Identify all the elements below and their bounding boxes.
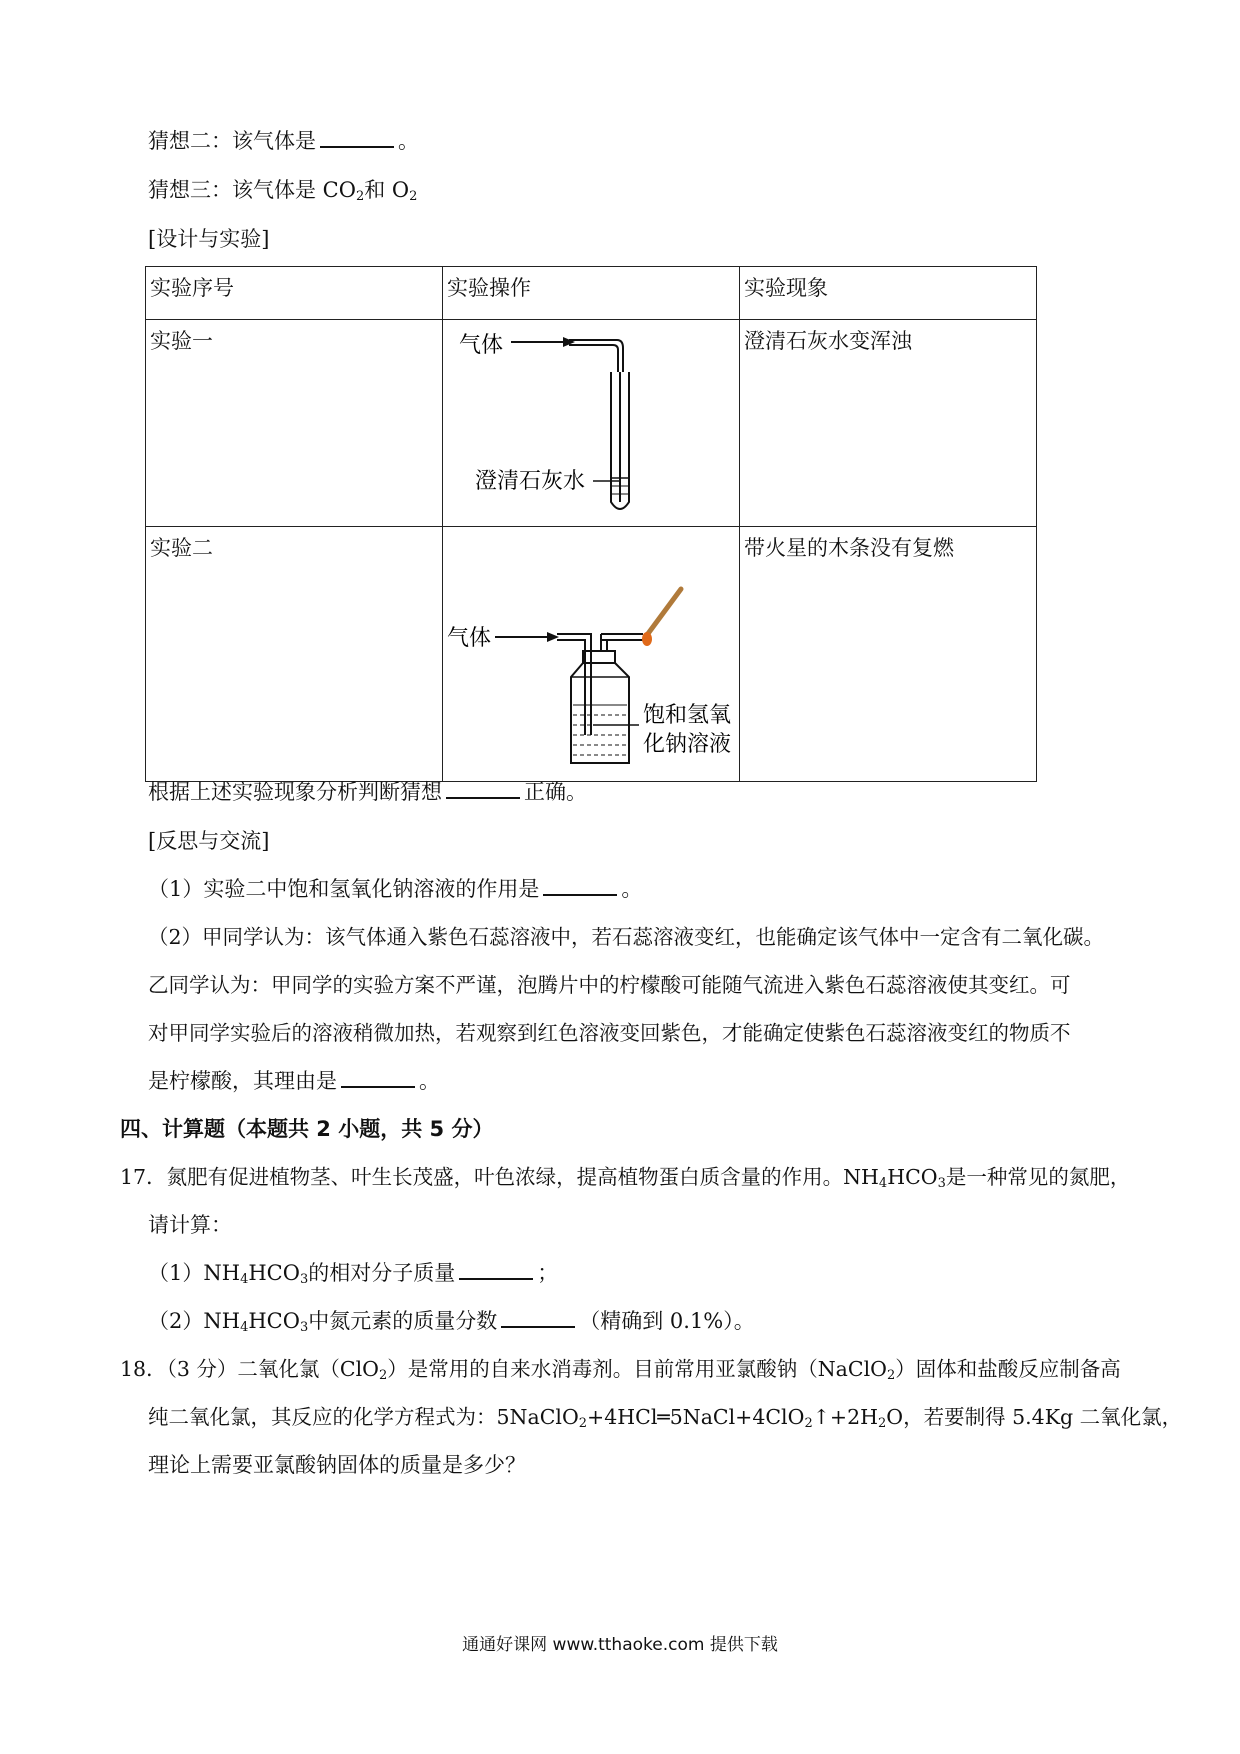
ember-icon: [642, 632, 652, 646]
conclusion: 根据上述实验现象分析判断猜想 正确。: [148, 777, 587, 807]
question-2-line-4: 是柠檬酸，其理由是 。: [148, 1066, 440, 1096]
experiment-id: 实验二: [146, 527, 443, 782]
experiment-result: 带火星的木条没有复燃: [740, 527, 1037, 782]
naoh-solution-label-line1: 饱和氢氧: [643, 703, 732, 728]
section-heading: 四、计算题（本题共 2 小题，共 5 分）: [120, 1117, 494, 1141]
table-header: 实验序号: [146, 267, 443, 320]
problem-18-line-3: 理论上需要亚氯酸钠固体的质量是多少？: [148, 1453, 526, 1477]
reflect-heading: [反思与交流]: [148, 829, 270, 853]
limewater-test-tube-diagram: [443, 320, 739, 520]
problem-17-line-2: 请计算：: [148, 1213, 232, 1237]
experiment-id: 实验一: [146, 320, 443, 527]
naoh-solution-label-line2: 化钠溶液: [643, 732, 732, 757]
answer-blank[interactable]: [320, 126, 394, 148]
problem-17-sub-2: $(2)NH_4HCO_3$中氮元素的质量分数 （精确到 0.1%）。: [148, 1306, 755, 1336]
table-header: 实验现象: [740, 267, 1037, 320]
answer-blank[interactable]: [459, 1258, 533, 1280]
experiment-1-diagram: [443, 320, 740, 527]
gas-washing-bottle-diagram: [443, 527, 739, 775]
gas-label: 气体: [459, 333, 504, 358]
problem-17-sub-1: $(1)NH_4HCO_3$的相对分子质量 ；: [148, 1258, 558, 1288]
question-2-line-1: （2）甲同学认为：该气体通入紫色石蕊溶液中，若石蕊溶液变红，也能确定该气体中一定含有二氧化碳。: [148, 925, 1105, 949]
answer-blank[interactable]: [446, 777, 520, 799]
design-heading: [设计与实验]: [148, 227, 270, 251]
hypothesis-3: 猜想三：该气体是 $CO_2$和 $O_2$: [148, 178, 418, 204]
answer-blank[interactable]: [501, 1306, 575, 1328]
answer-blank[interactable]: [543, 874, 617, 896]
experiment-result: 澄清石灰水变浑浊: [740, 320, 1037, 527]
problem-18-line-1: 18．（3 分）二氧化氯（ClO$_2$）是常用的自来水消毒剂。目前常用亚氯酸钠（NaClO$_2$）固体和盐酸反应制备高: [120, 1357, 1121, 1383]
footer: 通通好课网 www.tthaoke.com 提供下载: [462, 1635, 778, 1655]
problem-17-line-1: 17．氮肥有促进植物茎、叶生长茂盛，叶色浓绿，提高植物蛋白质含量的作用。$NH_4HCO_3$是一种常见的氮肥，: [120, 1165, 1131, 1191]
experiment-table: [145, 266, 1037, 782]
hypothesis-2: 猜想二：该气体是 。: [148, 126, 419, 156]
answer-blank[interactable]: [341, 1066, 415, 1088]
table-header: 实验操作: [443, 267, 740, 320]
limewater-label: 澄清石灰水: [475, 469, 586, 494]
experiment-2-diagram: [443, 527, 740, 782]
wooden-splint-icon: [647, 589, 681, 635]
question-2-line-3: 对甲同学实验后的溶液稍微加热，若观察到红色溶液变回紫色，才能确定使紫色石蕊溶液变红的物质不: [148, 1021, 1071, 1045]
question-2-line-2: 乙同学认为：甲同学的实验方案不严谨，泡腾片中的柠檬酸可能随气流进入紫色石蕊溶液使其变红。可: [148, 973, 1071, 997]
problem-18-line-2: 纯二氧化氯，其反应的化学方程式为：$5NaClO_2+4HCl═5NaCl+4ClO_2↑+2H_2O$，若要制得 5.4Kg 二氧化氯，: [148, 1405, 1183, 1431]
gas-label: 气体: [447, 626, 492, 651]
question-1: （1）实验二中饱和氢氧化钠溶液的作用是 。: [148, 874, 642, 904]
